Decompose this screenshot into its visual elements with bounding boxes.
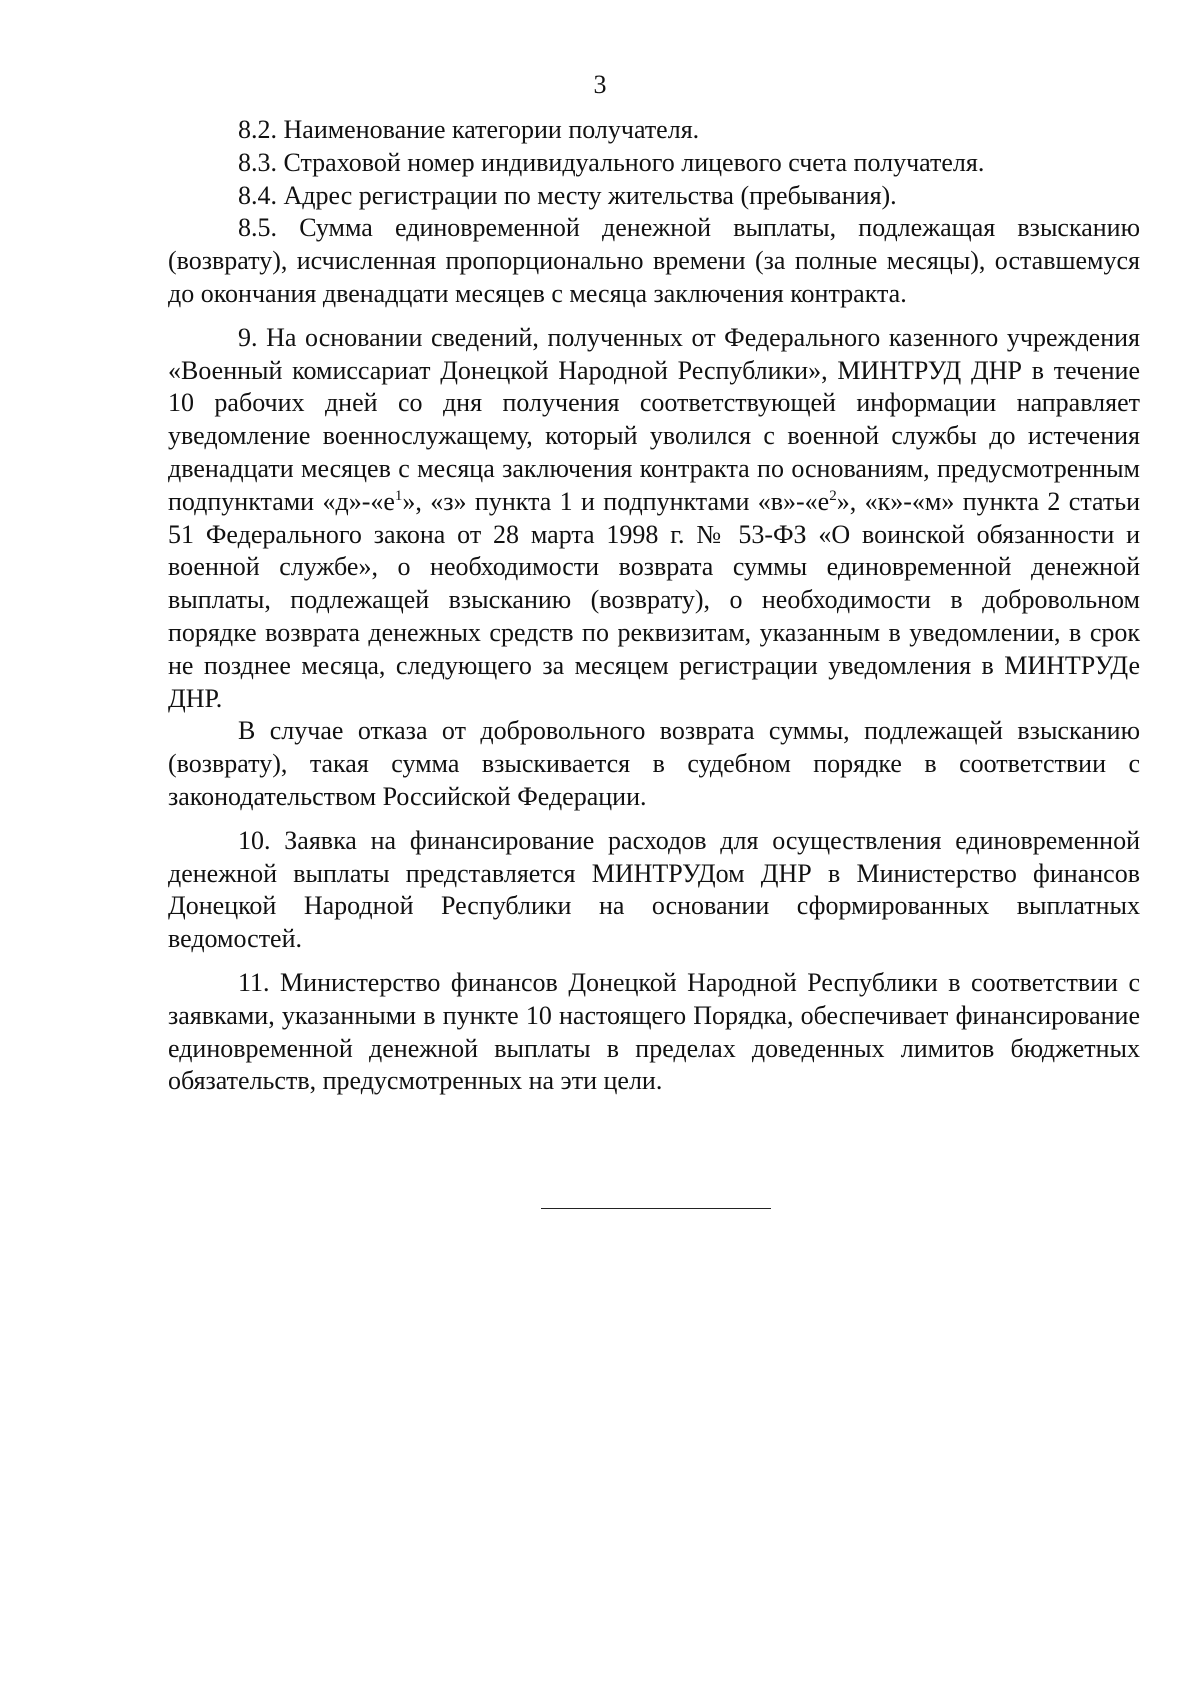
superscript-1: 1 [394, 487, 403, 504]
paragraph-10: 10. Заявка на финансирование расходов для осуществления единовременной денежной выплаты представляется МИНТРУДом ДНР в Министерство финансов Донецкой Народной Республики на основании сформированных выплатных ведомостей. [168, 825, 1140, 954]
superscript-2: 2 [829, 487, 837, 504]
paragraph-8-4: 8.4. Адрес регистрации по месту жительства (пребывания). [238, 180, 897, 210]
paragraph-8-3: 8.3. Страховой номер индивидуального лицевого счета получателя. [238, 147, 985, 177]
paragraph-9-text-part2: », «з» пункта 1 и подпунктами «в»-«е [402, 486, 830, 516]
paragraph-11: 11. Министерство финансов Донецкой Народной Республики в соответствии с заявками, указанными в пункте 10 настоящего Порядка, обеспечивает финансирование единовременной денежной выплаты в пределах доведенных лимитов бюджетных обязательств, предусмотренных на эти цели. [168, 967, 1140, 1096]
paragraph-9-text-part3: », «к»-«м» пункта 2 статьи 51 Федерального закона от 28 марта 1998 г. № 53-ФЗ «О воинской обязанности и военной службе», о необходимости возврата суммы единовременной денежной выплаты, подлежащей взысканию (возврату), о необходимости в добровольном порядке возврата денежных средств по реквизитам, указанным в уведомлении, в срок не позднее месяца, следующего за месяцем регистрации уведомления в МИНТРУДе ДНР. [168, 486, 1140, 713]
end-of-text-rule [541, 1208, 771, 1209]
document-body [168, 114, 1140, 1098]
page-number: 3 [593, 70, 607, 99]
paragraph-refusal: В случае отказа от добровольного возврата суммы, подлежащей взысканию (возврату), такая сумма взыскивается в судебном порядке в соответствии с законодательством Российской Федерации. [168, 716, 1140, 811]
paragraph-9-text-part1: 9. На основании сведений, полученных от Федерального казенного учреждения «Военный комиссариат Донецкой Народной Республики», МИНТРУД ДНР в течение 10 рабочих дней со дня получения соответствующей информации направляет уведомление военнослужащему, который уволился с военной службы до истечения двенадцати месяцев с месяца заключения контракта по основаниям, предусмотренным подпунктами «д»-«е [168, 322, 1140, 516]
paragraph-8-2: 8.2. Наименование категории получателя. [238, 115, 700, 144]
paragraph-9 [168, 322, 1140, 716]
paragraph-8-5: 8.5. Сумма единовременной денежной выплаты, подлежащая взысканию (возврату), исчисленная пропорционально времени (за полные месяцы), оставшемуся до окончания двенадцати месяцев с месяца заключения контракта. [168, 213, 1140, 308]
